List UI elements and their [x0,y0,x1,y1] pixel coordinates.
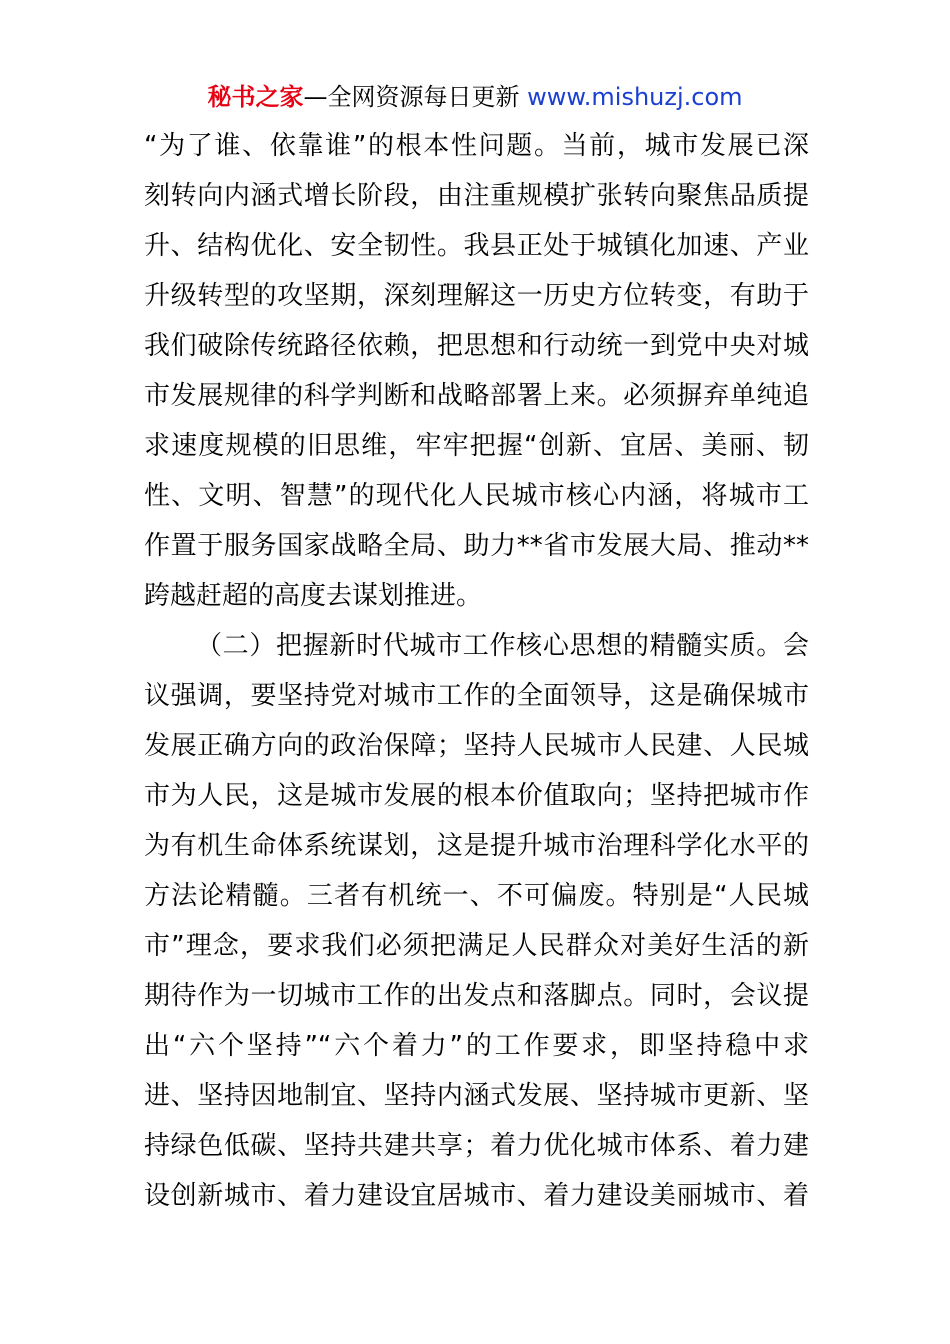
text-line: 期待作为一切城市工作的出发点和落脚点。同时，会议提 [144,981,809,1011]
text-line: 性、文明、智慧”的现代化人民城市核心内涵，将城市工 [144,481,809,511]
document-body [144,121,809,1221]
text-line: 进、坚持因地制宜、坚持内涵式发展、坚持城市更新、坚 [144,1081,809,1111]
text-line: 刻转向内涵式增长阶段，由注重规模扩张转向聚焦品质提 [144,181,809,211]
text-line: 跨越赶超的高度去谋划推进。 [144,581,483,611]
text-line: 作置于服务国家战略全局、助力**省市发展大局、推动** [144,531,809,561]
text-line: “为了谁、依靠谁”的根本性问题。当前，城市发展已深 [144,131,809,161]
brand-name: 秘书之家 [207,83,304,111]
text-line: 发展正确方向的政治保障；坚持人民城市人民建、人民城 [144,731,809,761]
text-line: 我们破除传统路径依赖，把思想和行动统一到党中央对城 [144,331,809,361]
text-line: 升、结构优化、安全韧性。我县正处于城镇化加速、产业 [144,231,809,261]
text-line: 议强调，要坚持党对城市工作的全面领导，这是确保城市 [144,681,809,711]
site-url-link[interactable]: www.mishuzj.com [527,83,743,111]
text-line: 方法论精髓。三者有机统一、不可偏废。特别是“人民城 [144,881,809,911]
page-header [0,80,950,114]
text-line: 持绿色低碳、坚持共建共享；着力优化城市体系、着力建 [144,1131,809,1161]
header-tagline: —全网资源每日更新 [303,83,528,111]
text-line: 出“六个坚持”“六个着力”的工作要求，即坚持稳中求 [144,1031,809,1061]
text-line: 求速度规模的旧思维，牢牢把握“创新、宜居、美丽、韧 [144,431,809,461]
text-line: 市发展规律的科学判断和战略部署上来。必须摒弃单纯追 [144,381,809,411]
text-line: 升级转型的攻坚期，深刻理解这一历史方位转变，有助于 [144,281,809,311]
section-heading-line: （二）把握新时代城市工作核心思想的精髓实质。会 [196,631,809,661]
text-line: 市”理念，要求我们必须把满足人民群众对美好生活的新 [144,931,809,961]
text-line: 市为人民，这是城市发展的根本价值取向；坚持把城市作 [144,781,809,811]
text-line: 为有机生命体系统谋划，这是提升城市治理科学化水平的 [144,831,809,861]
text-line: 设创新城市、着力建设宜居城市、着力建设美丽城市、着 [144,1181,809,1211]
